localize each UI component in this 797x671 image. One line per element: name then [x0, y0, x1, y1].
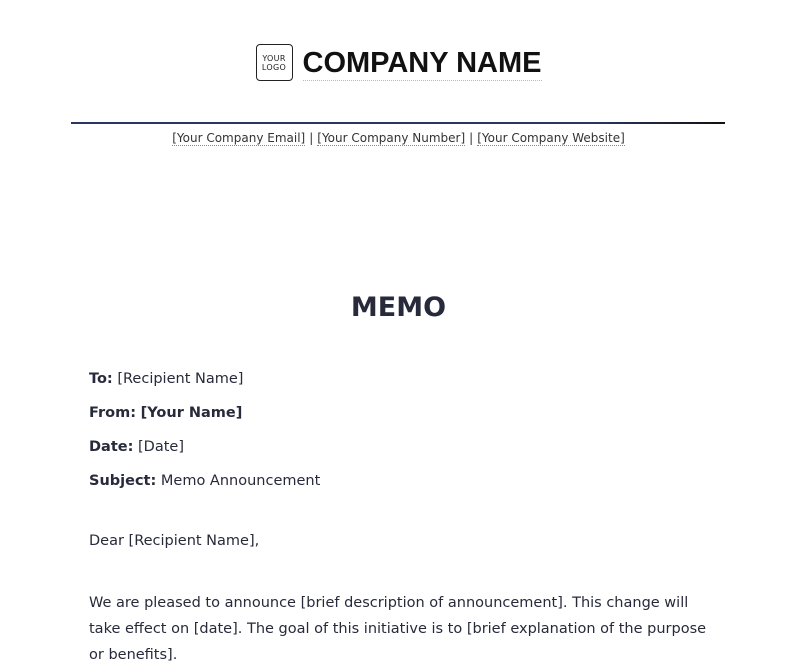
memo-body-paragraph: We are pleased to announce [brief description of announcement]. This change will take effect on [date]. The goal of this initiative is to [brief explanation of the purpose or benefits].	[89, 595, 707, 663]
date-row	[89, 436, 320, 470]
logo-text-line1: YOUR	[262, 53, 286, 63]
company-website: [Your Company Website]	[477, 131, 625, 145]
company-email: [Your Company Email]	[172, 131, 306, 145]
contact-line	[0, 131, 797, 145]
to-row	[89, 368, 320, 402]
company-name: COMPANY NAME	[303, 44, 542, 81]
from-label: From:	[89, 405, 136, 421]
contact-separator: |	[469, 131, 474, 145]
subject-row	[89, 470, 320, 504]
company-number: [Your Company Number]	[317, 131, 466, 145]
memo-title: MEMO	[350, 292, 447, 323]
from-value: [Your Name]	[140, 405, 243, 421]
date-value: [Date]	[138, 439, 184, 455]
header-divider	[71, 122, 725, 124]
date-label: Date:	[89, 439, 134, 455]
subject-value: Memo Announcement	[160, 473, 321, 489]
from-row	[89, 402, 320, 436]
document-header	[0, 44, 797, 81]
contact-separator: |	[309, 131, 314, 145]
logo-text-line2: LOGO	[261, 62, 287, 72]
logo-placeholder	[256, 44, 293, 81]
to-value: [Recipient Name]	[117, 371, 244, 387]
to-label: To:	[89, 371, 113, 387]
subject-label: Subject:	[89, 473, 157, 489]
memo-fields	[89, 368, 320, 504]
salutation: Dear [Recipient Name],	[89, 533, 260, 549]
